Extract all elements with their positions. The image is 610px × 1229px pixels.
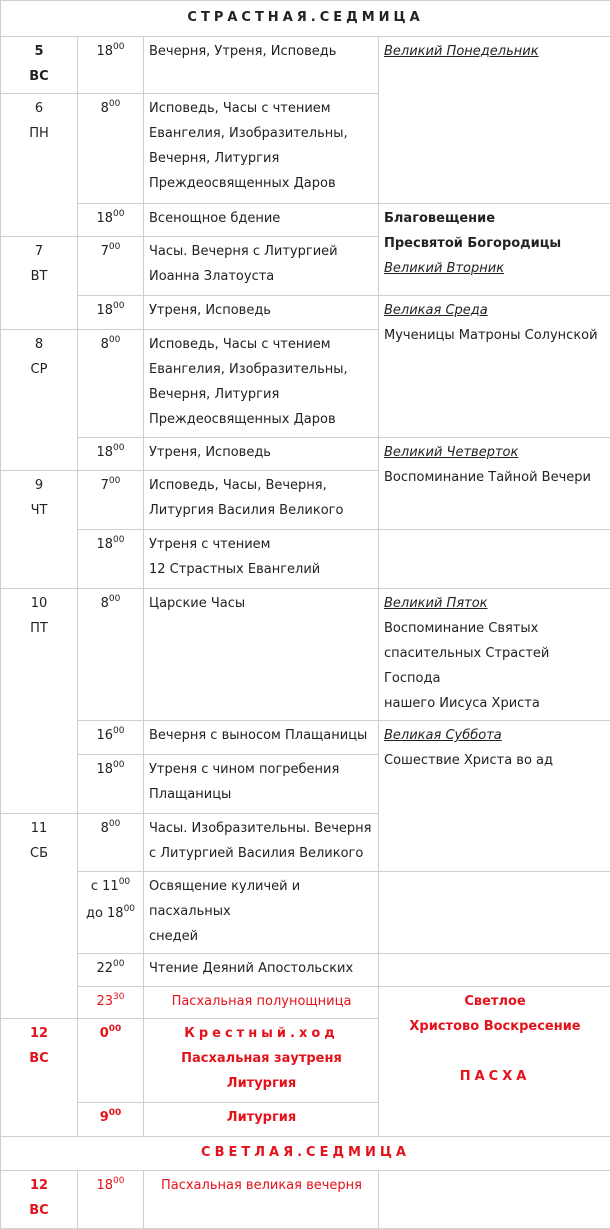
service-cell: Литургия <box>144 1103 379 1137</box>
time-cell: $8^{00}$ <box>78 330 144 438</box>
date-cell: 12 ВС <box>1 1171 78 1229</box>
section-header-passion-week: СТРАСТНАЯ.СЕДМИЦА <box>1 1 610 37</box>
time-cell: $22^{00}$ <box>78 954 144 987</box>
service-cell: Вечерня с выносом Плащаницы <box>144 721 379 755</box>
time-cell: $18^{00}$ <box>78 755 144 814</box>
time-cell: $8^{00}$ <box>78 94 144 204</box>
date-cell: 5 ВС <box>1 37 78 94</box>
time-cell: $8^{00}$ <box>78 814 144 872</box>
time-cell: $16^{00}$ <box>78 721 144 755</box>
time-cell: $7^{00}$ <box>78 237 144 296</box>
time-cell: $8^{00}$ <box>78 589 144 721</box>
service-cell: Пасхальная полунощница <box>144 987 379 1019</box>
service-cell: Исповедь, Часы с чтением Евангелия, Изобразительны, Вечерня, Литургия Преждеосвященных Даров <box>144 330 379 438</box>
service-cell: Утреня, Исповедь <box>144 296 379 330</box>
time-cell: $23^{30}$ <box>78 987 144 1019</box>
time-cell: $18^{00}$ <box>78 204 144 237</box>
date-cell: 8 СР <box>1 330 78 471</box>
time-cell: $18^{00}$ <box>78 37 144 94</box>
service-cell: Освящение куличей и пасхальных снедей <box>144 872 379 954</box>
service-cell: Вечерня, Утреня, Исповедь <box>144 37 379 94</box>
time-cell: $9^{00}$ <box>78 1103 144 1137</box>
day-note-saturday: Великая Суббота Сошествие Христа во ад <box>379 721 610 872</box>
empty-note <box>379 872 610 954</box>
time-cell: $18^{00}$ <box>78 438 144 471</box>
date-cell: 9 ЧТ <box>1 471 78 589</box>
day-note-friday: Великий Пяток Воспоминание Святых спасительных Страстей Господа нашего Иисуса Христа <box>379 589 610 721</box>
service-cell: Царские Часы <box>144 589 379 721</box>
service-cell: Чтение Деяний Апостольских <box>144 954 379 987</box>
date-cell: 10 ПТ <box>1 589 78 814</box>
time-cell: $18^{00}$ <box>78 296 144 330</box>
service-cell: Утреня, Исповедь <box>144 438 379 471</box>
service-cell: Пасхальная великая вечерня <box>144 1171 379 1229</box>
service-cell: Всенощное бдение <box>144 204 379 237</box>
date-cell: 7 ВТ <box>1 237 78 330</box>
day-note-wednesday: Великая Среда Мученицы Матроны Солунской <box>379 296 610 438</box>
service-cell: Часы. Изобразительны. Вечерня с Литургией Василия Великого <box>144 814 379 872</box>
service-cell: Часы. Вечерня с Литургией Иоанна Златоуста <box>144 237 379 296</box>
date-cell: 6 ПН <box>1 94 78 237</box>
service-cell: Исповедь, Часы с чтением Евангелия, Изобразительны, Вечерня, Литургия Преждеосвященных Даров <box>144 94 379 204</box>
time-cell: $7^{00}$ <box>78 471 144 530</box>
time-cell: $18^{00}$ <box>78 530 144 589</box>
service-cell: Утреня с чином погребения Плащаницы <box>144 755 379 814</box>
day-note-easter: Светлое Христово Воскресение ПАСХА <box>379 987 610 1137</box>
day-note-thursday: Великий Четверток Воспоминание Тайной Вечери <box>379 438 610 530</box>
empty-note <box>379 1171 610 1229</box>
service-cell: Крестный.ход Пасхальная заутреня Литургия <box>144 1019 379 1103</box>
time-cell: с $11^{00}$ до $18^{00}$ <box>78 872 144 954</box>
empty-note <box>379 530 610 589</box>
empty-note <box>379 954 610 987</box>
service-cell: Исповедь, Часы, Вечерня, Литургия Василия Великого <box>144 471 379 530</box>
service-cell: Утреня с чтением 12 Страстных Евангелий <box>144 530 379 589</box>
date-cell: 11 СБ <box>1 814 78 1019</box>
time-cell: $0^{00}$ <box>78 1019 144 1103</box>
day-note-monday: Великий Понедельник <box>379 37 610 204</box>
time-cell: $18^{00}$ <box>78 1171 144 1229</box>
day-note-annunciation: Благовещение Пресвятой Богородицы Великий Вторник <box>379 204 610 296</box>
date-cell: 12 ВС <box>1 1019 78 1137</box>
section-header-bright-week: СВЕТЛАЯ.СЕДМИЦА <box>1 1137 610 1171</box>
